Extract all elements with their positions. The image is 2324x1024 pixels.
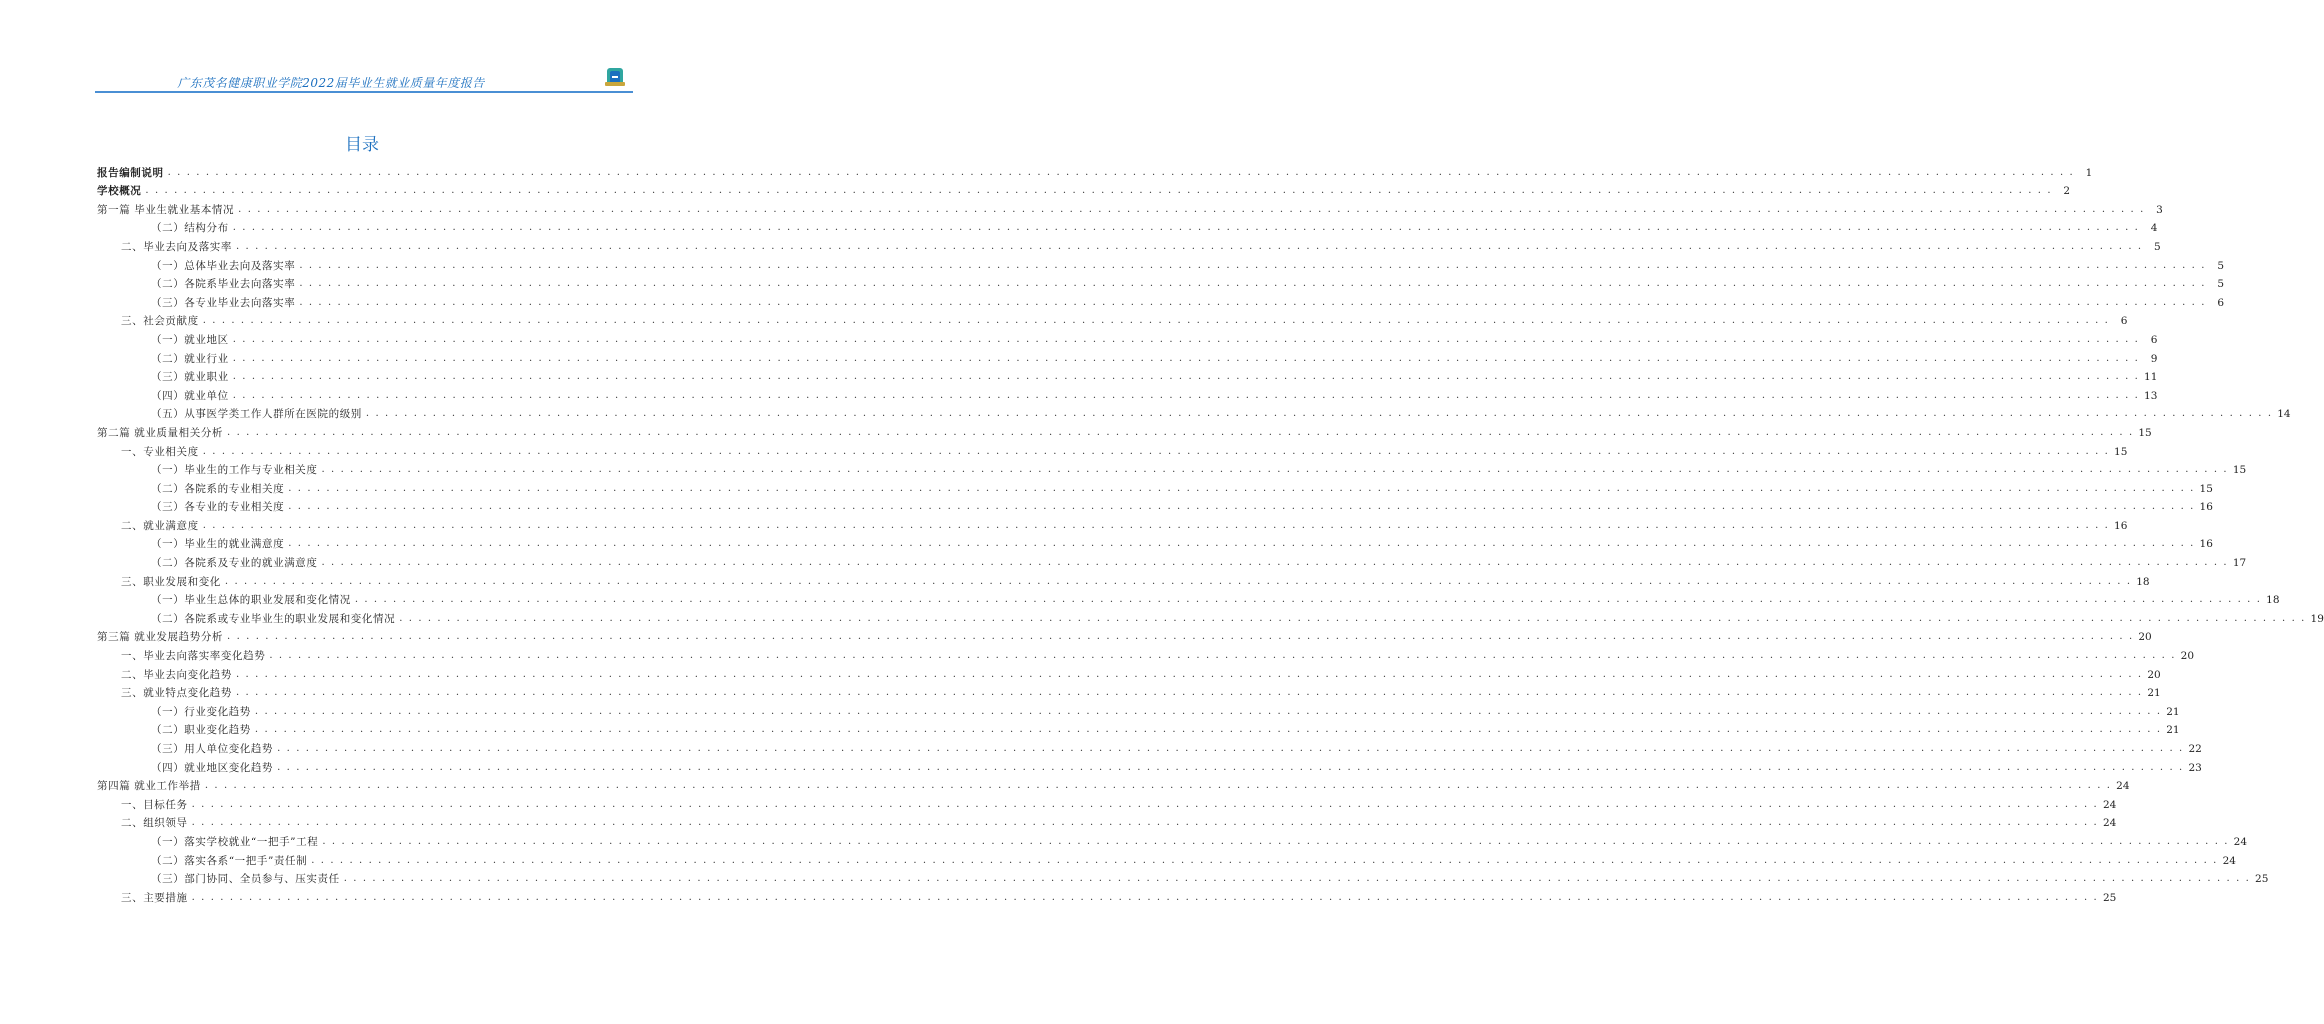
toc-entry-label: 三、就业特点变化趋势: [121, 687, 232, 700]
toc-entry[interactable]: [97, 495, 2213, 514]
toc-entry[interactable]: [97, 774, 2130, 793]
toc-dot-leader: . . . . . . . . . . . . . . . . . . . . . . . . . . . . . . . . . . . . . . . . . . . . . . . . . . . . . . . . . . . . . . . . . . . . . . . . . . . . . . . . . . . . . . . . . . . . . . . . . . . . . . . . . . . . . . . . . . . . . . . . . . . . . . . . . . . . . . . . . . . . . . . . . . . . . . . . . . . . . . . . . . . . . . . . . . . . . . . . . . . . . . . . . . . . . . . . . . . . . . . .: [236, 240, 2143, 252]
toc-entry-page-number: 24: [2102, 798, 2117, 811]
toc-entry-page-number: 24: [2116, 780, 2130, 793]
school-emblem-icon: [604, 66, 626, 88]
toc-entry-label: （二）各院系毕业去向落实率: [151, 278, 296, 291]
toc-dot-leader: . . . . . . . . . . . . . . . . . . . . . . . . . . . . . . . . . . . . . . . . . . . . . . . . . . . . . . . . . . . . . . . . . . . . . . . . . . . . . . . . . . . . . . . . . . . . . . . . . . . . . . . . . . . . . . . . . . . . . . . . . . . . . . . . . . . . . . . . . . . . . . . . . . . . . . . . . . . . . . . . . . . . . . . . . . . . . . . . . . . . . . . . . . . . . . . . . . . . . . . .: [277, 761, 2184, 773]
toc-dot-leader: . . . . . . . . . . . . . . . . . . . . . . . . . . . . . . . . . . . . . . . . . . . . . . . . . . . . . . . . . . . . . . . . . . . . . . . . . . . . . . . . . . . . . . . . . . . . . . . . . . . . . . . . . . . . . . . . . . . . . . . . . . . . . . . . . . . . . . . . . . . . . . . . . . . . . . . . . . . . . . . . . . . . . . . . . . . . . . . . . . . . . . . . . . . . . . . . . . . . . . . .: [254, 724, 2162, 736]
toc-entry-page-number: 6: [2217, 296, 2225, 309]
toc-dot-leader: . . . . . . . . . . . . . . . . . . . . . . . . . . . . . . . . . . . . . . . . . . . . . . . . . . . . . . . . . . . . . . . . . . . . . . . . . . . . . . . . . . . . . . . . . . . . . . . . . . . . . . . . . . . . . . . . . . . . . . . . . . . . . . . . . . . . . . . . . . . . . . . . . . . . . . . . . . . . . . . . . . . . . . . . . . . . . . . . . . . . . . . . . . . . . . . . . . . . . . . .: [321, 464, 2229, 476]
toc-entry-page-number: 5: [2154, 240, 2161, 253]
toc-entry-label: 一、毕业去向落实率变化趋势: [121, 650, 266, 663]
toc-entry-label: 一、专业相关度: [121, 445, 199, 458]
toc-dot-leader: . . . . . . . . . . . . . . . . . . . . . . . . . . . . . . . . . . . . . . . . . . . . . . . . . . . . . . . . . . . . . . . . . . . . . . . . . . . . . . . . . . . . . . . . . . . . . . . . . . . . . . . . . . . . . . . . . . . . . . . . . . . . . . . . . . . . . . . . . . . . . . . . . . . . . . . . . . . . . . . . . . . . . . . . . . . . . . . . . . . . . . . . . . . . . . . . . . . . . . . .: [204, 780, 2112, 792]
toc-entry-label: （一）就业地区: [151, 333, 229, 346]
toc-entry-page-number: 6: [2150, 333, 2158, 346]
toc-entry-label: 二、毕业去向及落实率: [121, 240, 232, 253]
toc-entry-page-number: 20: [2147, 668, 2161, 681]
toc-title: 目录: [345, 135, 379, 155]
toc-entry-label: （二）落实各系“一把手”责任制: [151, 854, 308, 867]
toc-entry[interactable]: [97, 160, 2093, 179]
toc-entry[interactable]: [97, 699, 2180, 718]
toc-entry[interactable]: [97, 792, 2117, 811]
toc-entry-label: （二）结构分布: [151, 222, 229, 235]
toc-entry[interactable]: [97, 588, 2280, 607]
toc-dot-leader: . . . . . . . . . . . . . . . . . . . . . . . . . . . . . . . . . . . . . . . . . . . . . . . . . . . . . . . . . . . . . . . . . . . . . . . . . . . . . . . . . . . . . . . . . . . . . . . . . . . . . . . . . . . . . . . . . . . . . . . . . . . . . . . . . . . . . . . . . . . . . . . . . . . . . . . . . . . . . . . . . . . . . . . . . . . . . . . . . . . . . . . . . . . . . . . . . . . . . . . .: [191, 891, 2099, 903]
toc-entry[interactable]: [97, 458, 2247, 477]
toc-entry-label: （一）毕业生总体的职业发展和变化情况: [151, 594, 351, 607]
toc-entry-page-number: 15: [2232, 464, 2247, 477]
toc-entry-page-number: 17: [2232, 557, 2247, 570]
toc-entry-page-number: 9: [2150, 352, 2158, 365]
toc-dot-leader: . . . . . . . . . . . . . . . . . . . . . . . . . . . . . . . . . . . . . . . . . . . . . . . . . . . . . . . . . . . . . . . . . . . . . . . . . . . . . . . . . . . . . . . . . . . . . . . . . . . . . . . . . . . . . . . . . . . . . . . . . . . . . . . . . . . . . . . . . . . . . . . . . . . . . . . . . . . . . . . . . . . . . . . . . . . . . . . . . . . . . . . . . . . . . . . . . . . . . . . .: [145, 185, 2053, 197]
toc-entry[interactable]: [97, 216, 2158, 235]
toc-dot-leader: . . . . . . . . . . . . . . . . . . . . . . . . . . . . . . . . . . . . . . . . . . . . . . . . . . . . . . . . . . . . . . . . . . . . . . . . . . . . . . . . . . . . . . . . . . . . . . . . . . . . . . . . . . . . . . . . . . . . . . . . . . . . . . . . . . . . . . . . . . . . . . . . . . . . . . . . . . . . . . . . . . . . . . . . . . . . . . . . . . . . . . . . . . . . . . . . . . . . . . . .: [254, 705, 2162, 717]
toc-entry-label: （三）用人单位变化趋势: [151, 743, 274, 755]
toc-entry-label: （一）落实学校就业“一把手”工程: [151, 835, 319, 848]
toc-entry-label: （一）行业变化趋势: [151, 705, 251, 718]
toc-entry[interactable]: [97, 197, 2163, 216]
toc-entry[interactable]: [97, 569, 2150, 588]
toc-dot-leader: . . . . . . . . . . . . . . . . . . . . . . . . . . . . . . . . . . . . . . . . . . . . . . . . . . . . . . . . . . . . . . . . . . . . . . . . . . . . . . . . . . . . . . . . . . . . . . . . . . . . . . . . . . . . . . . . . . . . . . . . . . . . . . . . . . . . . . . . . . . . . . . . . . . . . . . . . . . . . . . . . . . . . . . . . . . . . . . . . . . . . . . . . . . . . . . . . . . . . . . .: [299, 296, 2207, 308]
toc-entry[interactable]: [97, 402, 2291, 421]
toc-entry[interactable]: [97, 848, 2236, 867]
toc-entry-label: （二）各院系及专业的就业满意度: [151, 557, 318, 570]
toc-entry-label: 第一篇 毕业生就业基本情况: [97, 203, 235, 216]
toc-entry[interactable]: [97, 476, 2213, 495]
toc-entry[interactable]: [97, 365, 2158, 384]
toc-entry[interactable]: [97, 253, 2225, 272]
toc-dot-leader: . . . . . . . . . . . . . . . . . . . . . . . . . . . . . . . . . . . . . . . . . . . . . . . . . . . . . . . . . . . . . . . . . . . . . . . . . . . . . . . . . . . . . . . . . . . . . . . . . . . . . . . . . . . . . . . . . . . . . . . . . . . . . . . . . . . . . . . . . . . . . . . . . . . . . . . . . . . . . . . . . . . . . . . . . . . . . . . . . . . . . . . . . . . . . . . . . . . . . . . .: [288, 482, 2195, 494]
toc-entry[interactable]: [97, 309, 2128, 328]
toc-entry[interactable]: [97, 439, 2128, 458]
toc-entry-page-number: 15: [2138, 426, 2152, 439]
toc-entry-label: 三、职业发展和变化: [121, 575, 221, 588]
toc-entry-page-number: 5: [2217, 278, 2225, 291]
toc-entry[interactable]: [97, 606, 2324, 625]
toc-dot-leader: . . . . . . . . . . . . . . . . . . . . . . . . . . . . . . . . . . . . . . . . . . . . . . . . . . . . . . . . . . . . . . . . . . . . . . . . . . . . . . . . . . . . . . . . . . . . . . . . . . . . . . . . . . . . . . . . . . . . . . . . . . . . . . . . . . . . . . . . . . . . . . . . . . . . . . . . . . . . . . . . . . . . . . . . . . . . . . . . . . . . . . . . . . . . . . . . . . . . . . . .: [232, 352, 2140, 364]
toc-dot-leader: . . . . . . . . . . . . . . . . . . . . . . . . . . . . . . . . . . . . . . . . . . . . . . . . . . . . . . . . . . . . . . . . . . . . . . . . . . . . . . . . . . . . . . . . . . . . . . . . . . . . . . . . . . . . . . . . . . . . . . . . . . . . . . . . . . . . . . . . . . . . . . . . . . . . . . . . . . . . . . . . . . . . . . . . . . . . . . . . . . . . . . . . . . . . . . . . . . . . . . . .: [321, 557, 2229, 569]
toc-entry-page-number: 25: [2255, 873, 2269, 886]
toc-entry[interactable]: [97, 885, 2117, 904]
toc-dot-leader: . . . . . . . . . . . . . . . . . . . . . . . . . . . . . . . . . . . . . . . . . . . . . . . . . . . . . . . . . . . . . . . . . . . . . . . . . . . . . . . . . . . . . . . . . . . . . . . . . . . . . . . . . . . . . . . . . . . . . . . . . . . . . . . . . . . . . . . . . . . . . . . . . . . . . . . . . . . . . . . . . . . . . . . . . . . . . . . . . . . . . . . . . . . . . . . . . . . . . . . .: [202, 315, 2110, 327]
toc-entry-page-number: 5: [2217, 259, 2225, 272]
toc-dot-leader: . . . . . . . . . . . . . . . . . . . . . . . . . . . . . . . . . . . . . . . . . . . . . . . . . . . . . . . . . . . . . . . . . . . . . . . . . . . . . . . . . . . . . . . . . . . . . . . . . . . . . . . . . . . . . . . . . . . . . . . . . . . . . . . . . . . . . . . . . . . . . . . . . . . . . . . . . . . . . . . . . . . . . . . . . . . . . . . . . . . . . . . . . . . . . . . . . . . . . . . .: [236, 668, 2143, 680]
toc-dot-leader: . . . . . . . . . . . . . . . . . . . . . . . . . . . . . . . . . . . . . . . . . . . . . . . . . . . . . . . . . . . . . . . . . . . . . . . . . . . . . . . . . . . . . . . . . . . . . . . . . . . . . . . . . . . . . . . . . . . . . . . . . . . . . . . . . . . . . . . . . . . . . . . . . . . . . . . . . . . . . . . . . . . . . . . . . . . . . . . . . . . . . . . . . . . . . . . . . . . . . . . .: [399, 612, 2306, 624]
toc-dot-leader: . . . . . . . . . . . . . . . . . . . . . . . . . . . . . . . . . . . . . . . . . . . . . . . . . . . . . . . . . . . . . . . . . . . . . . . . . . . . . . . . . . . . . . . . . . . . . . . . . . . . . . . . . . . . . . . . . . . . . . . . . . . . . . . . . . . . . . . . . . . . . . . . . . . . . . . . . . . . . . . . . . . . . . . . . . . . . . . . . . . . . . . . . . . . . . . . . . . . . . . .: [167, 166, 2075, 178]
toc-dot-leader: . . . . . . . . . . . . . . . . . . . . . . . . . . . . . . . . . . . . . . . . . . . . . . . . . . . . . . . . . . . . . . . . . . . . . . . . . . . . . . . . . . . . . . . . . . . . . . . . . . . . . . . . . . . . . . . . . . . . . . . . . . . . . . . . . . . . . . . . . . . . . . . . . . . . . . . . . . . . . . . . . . . . . . . . . . . . . . . . . . . . . . . . . . . . . . . . . . . . . . . .: [299, 278, 2207, 290]
toc-dot-leader: . . . . . . . . . . . . . . . . . . . . . . . . . . . . . . . . . . . . . . . . . . . . . . . . . . . . . . . . . . . . . . . . . . . . . . . . . . . . . . . . . . . . . . . . . . . . . . . . . . . . . . . . . . . . . . . . . . . . . . . . . . . . . . . . . . . . . . . . . . . . . . . . . . . . . . . . . . . . . . . . . . . . . . . . . . . . . . . . . . . . . . . . . . . . . . . . . . . . . . . .: [288, 501, 2195, 513]
toc-entry-label: 第四篇 就业工作举措: [97, 780, 201, 793]
toc-entry[interactable]: [97, 755, 2202, 774]
toc-entry-label: 二、毕业去向变化趋势: [121, 668, 232, 681]
toc-entry-page-number: 13: [2144, 389, 2158, 402]
toc-entry[interactable]: [97, 681, 2161, 700]
toc-entry[interactable]: [97, 383, 2158, 402]
toc-entry-label: 二、组织领导: [121, 817, 188, 830]
toc-entry[interactable]: [97, 867, 2269, 886]
toc-entry-label: （二）各院系的专业相关度: [151, 482, 285, 495]
toc-dot-leader: . . . . . . . . . . . . . . . . . . . . . . . . . . . . . . . . . . . . . . . . . . . . . . . . . . . . . . . . . . . . . . . . . . . . . . . . . . . . . . . . . . . . . . . . . . . . . . . . . . . . . . . . . . . . . . . . . . . . . . . . . . . . . . . . . . . . . . . . . . . . . . . . . . . . . . . . . . . . . . . . . . . . . . . . . . . . . . . . . . . . . . . . . . . . . . . . . . . . . . . .: [202, 445, 2110, 457]
toc-entry[interactable]: [97, 718, 2180, 737]
toc-dot-leader: . . . . . . . . . . . . . . . . . . . . . . . . . . . . . . . . . . . . . . . . . . . . . . . . . . . . . . . . . . . . . . . . . . . . . . . . . . . . . . . . . . . . . . . . . . . . . . . . . . . . . . . . . . . . . . . . . . . . . . . . . . . . . . . . . . . . . . . . . . . . . . . . . . . . . . . . . . . . . . . . . . . . . . . . . . . . . . . . . . . . . . . . . . . . . . . . . . . . . . . .: [311, 854, 2218, 866]
toc-entry-label: 一、目标任务: [121, 798, 188, 811]
toc-entry-label: 第二篇 就业质量相关分析: [97, 426, 224, 439]
toc-entry[interactable]: [97, 736, 2202, 755]
toc-entry-page-number: 16: [2199, 501, 2213, 514]
toc-entry-page-number: 18: [2136, 575, 2150, 588]
toc-entry-label: （四）就业地区变化趋势: [151, 761, 274, 774]
toc-dot-leader: . . . . . . . . . . . . . . . . . . . . . . . . . . . . . . . . . . . . . . . . . . . . . . . . . . . . . . . . . . . . . . . . . . . . . . . . . . . . . . . . . . . . . . . . . . . . . . . . . . . . . . . . . . . . . . . . . . . . . . . . . . . . . . . . . . . . . . . . . . . . . . . . . . . . . . . . . . . . . . . . . . . . . . . . . . . . . . . . . . . . . . . . . . . . . . . . . . . . . . . .: [343, 873, 2251, 885]
toc-entry-page-number: 24: [2102, 817, 2117, 830]
toc-dot-leader: . . . . . . . . . . . . . . . . . . . . . . . . . . . . . . . . . . . . . . . . . . . . . . . . . . . . . . . . . . . . . . . . . . . . . . . . . . . . . . . . . . . . . . . . . . . . . . . . . . . . . . . . . . . . . . . . . . . . . . . . . . . . . . . . . . . . . . . . . . . . . . . . . . . . . . . . . . . . . . . . . . . . . . . . . . . . . . . . . . . . . . . . . . . . . . . . . . . . . . . .: [191, 798, 2099, 810]
toc-entry[interactable]: [97, 327, 2158, 346]
toc-entry-page-number: 24: [2233, 835, 2248, 848]
toc-dot-leader: . . . . . . . . . . . . . . . . . . . . . . . . . . . . . . . . . . . . . . . . . . . . . . . . . . . . . . . . . . . . . . . . . . . . . . . . . . . . . . . . . . . . . . . . . . . . . . . . . . . . . . . . . . . . . . . . . . . . . . . . . . . . . . . . . . . . . . . . . . . . . . . . . . . . . . . . . . . . . . . . . . . . . . . . . . . . . . . . . . . . . . . . . . . . . . . . . . . . . . . .: [191, 817, 2099, 829]
toc-entry-label: （二）各院系或专业毕业生的职业发展和变化情况: [151, 612, 396, 625]
toc-entry-label: 二、就业满意度: [121, 519, 199, 532]
toc-entry-page-number: 21: [2166, 705, 2180, 718]
toc-entry-label: （四）就业单位: [151, 389, 229, 402]
toc-entry[interactable]: [97, 234, 2161, 253]
toc-entry[interactable]: [97, 346, 2158, 365]
toc-entry-label: 第三篇 就业发展趋势分析: [97, 631, 224, 644]
toc-entry-label: （二）就业行业: [151, 352, 229, 365]
toc-entry[interactable]: [97, 662, 2161, 681]
toc-entry-page-number: 22: [2188, 743, 2202, 755]
toc-entry-label: （三）各专业毕业去向落实率: [151, 296, 296, 309]
toc-entry-page-number: 14: [2277, 408, 2291, 421]
toc-dot-leader: . . . . . . . . . . . . . . . . . . . . . . . . . . . . . . . . . . . . . . . . . . . . . . . . . . . . . . . . . . . . . . . . . . . . . . . . . . . . . . . . . . . . . . . . . . . . . . . . . . . . . . . . . . . . . . . . . . . . . . . . . . . . . . . . . . . . . . . . . . . . . . . . . . . . . . . . . . . . . . . . . . . . . . . . . . . . . . . . . . . . . . . . . . . . . . . . . . . . . . . .: [232, 222, 2140, 234]
header-divider: [95, 91, 633, 93]
toc-entry[interactable]: [97, 643, 2195, 663]
toc-entry-label: （一）毕业生的工作与专业相关度: [151, 464, 318, 477]
toc-entry-label: 报告编制说明: [97, 166, 164, 179]
toc-dot-leader: . . . . . . . . . . . . . . . . . . . . . . . . . . . . . . . . . . . . . . . . . . . . . . . . . . . . . . . . . . . . . . . . . . . . . . . . . . . . . . . . . . . . . . . . . . . . . . . . . . . . . . . . . . . . . . . . . . . . . . . . . . . . . . . . . . . . . . . . . . . . . . . . . . . . . . . . . . . . . . . . . . . . . . . . . . . . . . . . . . . . . . . . . . . . . . . . . . . . . . . .: [365, 408, 2273, 420]
toc-dot-leader: . . . . . . . . . . . . . . . . . . . . . . . . . . . . . . . . . . . . . . . . . . . . . . . . . . . . . . . . . . . . . . . . . . . . . . . . . . . . . . . . . . . . . . . . . . . . . . . . . . . . . . . . . . . . . . . . . . . . . . . . . . . . . . . . . . . . . . . . . . . . . . . . . . . . . . . . . . . . . . . . . . . . . . . . . . . . . . . . . . . . . . . . . . . . . . . . . . . . . . . .: [227, 631, 2134, 643]
toc-entry-page-number: 1: [2085, 166, 2093, 179]
toc-dot-leader: . . . . . . . . . . . . . . . . . . . . . . . . . . . . . . . . . . . . . . . . . . . . . . . . . . . . . . . . . . . . . . . . . . . . . . . . . . . . . . . . . . . . . . . . . . . . . . . . . . . . . . . . . . . . . . . . . . . . . . . . . . . . . . . . . . . . . . . . . . . . . . . . . . . . . . . . . . . . . . . . . . . . . . . . . . . . . . . . . . . . . . . . . . . . . . . . . . . . . . . .: [232, 371, 2140, 383]
toc-dot-leader: . . . . . . . . . . . . . . . . . . . . . . . . . . . . . . . . . . . . . . . . . . . . . . . . . . . . . . . . . . . . . . . . . . . . . . . . . . . . . . . . . . . . . . . . . . . . . . . . . . . . . . . . . . . . . . . . . . . . . . . . . . . . . . . . . . . . . . . . . . . . . . . . . . . . . . . . . . . . . . . . . . . . . . . . . . . . . . . . . . . . . . . . . . . . . . . . . . . . . . . .: [238, 203, 2145, 215]
toc-dot-leader: . . . . . . . . . . . . . . . . . . . . . . . . . . . . . . . . . . . . . . . . . . . . . . . . . . . . . . . . . . . . . . . . . . . . . . . . . . . . . . . . . . . . . . . . . . . . . . . . . . . . . . . . . . . . . . . . . . . . . . . . . . . . . . . . . . . . . . . . . . . . . . . . . . . . . . . . . . . . . . . . . . . . . . . . . . . . . . . . . . . . . . . . . . . . . . . . . . . . . . . .: [227, 426, 2134, 438]
toc-dot-leader: . . . . . . . . . . . . . . . . . . . . . . . . . . . . . . . . . . . . . . . . . . . . . . . . . . . . . . . . . . . . . . . . . . . . . . . . . . . . . . . . . . . . . . . . . . . . . . . . . . . . . . . . . . . . . . . . . . . . . . . . . . . . . . . . . . . . . . . . . . . . . . . . . . . . . . . . . . . . . . . . . . . . . . . . . . . . . . . . . . . . . . . . . . . . . . . . . . . . . . . .: [299, 259, 2207, 271]
toc-entry[interactable]: [97, 532, 2213, 551]
toc-entry-page-number: 15: [2114, 445, 2128, 458]
toc-dot-leader: . . . . . . . . . . . . . . . . . . . . . . . . . . . . . . . . . . . . . . . . . . . . . . . . . . . . . . . . . . . . . . . . . . . . . . . . . . . . . . . . . . . . . . . . . . . . . . . . . . . . . . . . . . . . . . . . . . . . . . . . . . . . . . . . . . . . . . . . . . . . . . . . . . . . . . . . . . . . . . . . . . . . . . . . . . . . . . . . . . . . . . . . . . . . . . . . . . . . . . . .: [232, 333, 2140, 345]
toc-dot-leader: . . . . . . . . . . . . . . . . . . . . . . . . . . . . . . . . . . . . . . . . . . . . . . . . . . . . . . . . . . . . . . . . . . . . . . . . . . . . . . . . . . . . . . . . . . . . . . . . . . . . . . . . . . . . . . . . . . . . . . . . . . . . . . . . . . . . . . . . . . . . . . . . . . . . . . . . . . . . . . . . . . . . . . . . . . . . . . . . . . . . . . . . . . . . . . . . . . . . . . . .: [202, 519, 2110, 531]
toc-entry-page-number: 21: [2147, 687, 2161, 700]
toc-entry-page-number: 20: [2138, 631, 2152, 644]
toc-dot-leader: . . . . . . . . . . . . . . . . . . . . . . . . . . . . . . . . . . . . . . . . . . . . . . . . . . . . . . . . . . . . . . . . . . . . . . . . . . . . . . . . . . . . . . . . . . . . . . . . . . . . . . . . . . . . . . . . . . . . . . . . . . . . . . . . . . . . . . . . . . . . . . . . . . . . . . . . . . . . . . . . . . . . . . . . . . . . . . . . . . . . . . . . . . . . . . . . . . . . . . . .: [322, 835, 2230, 847]
toc-entry-label: （一）总体毕业去向及落实率: [151, 259, 296, 272]
toc-entry-page-number: 16: [2199, 538, 2213, 551]
toc-dot-leader: . . . . . . . . . . . . . . . . . . . . . . . . . . . . . . . . . . . . . . . . . . . . . . . . . . . . . . . . . . . . . . . . . . . . . . . . . . . . . . . . . . . . . . . . . . . . . . . . . . . . . . . . . . . . . . . . . . . . . . . . . . . . . . . . . . . . . . . . . . . . . . . . . . . . . . . . . . . . . . . . . . . . . . . . . . . . . . . . . . . . . . . . . . . . . . . . . . . . . . . .: [288, 538, 2195, 550]
toc-entry[interactable]: [97, 290, 2225, 309]
toc-dot-leader: . . . . . . . . . . . . . . . . . . . . . . . . . . . . . . . . . . . . . . . . . . . . . . . . . . . . . . . . . . . . . . . . . . . . . . . . . . . . . . . . . . . . . . . . . . . . . . . . . . . . . . . . . . . . . . . . . . . . . . . . . . . . . . . . . . . . . . . . . . . . . . . . . . . . . . . . . . . . . . . . . . . . . . . . . . . . . . . . . . . . . . . . . . . . . . . . . . . . . . . .: [277, 743, 2184, 754]
toc-entry-label: （三）就业职业: [151, 371, 229, 384]
toc-entry-page-number: 19: [2310, 612, 2324, 625]
toc-dot-leader: . . . . . . . . . . . . . . . . . . . . . . . . . . . . . . . . . . . . . . . . . . . . . . . . . . . . . . . . . . . . . . . . . . . . . . . . . . . . . . . . . . . . . . . . . . . . . . . . . . . . . . . . . . . . . . . . . . . . . . . . . . . . . . . . . . . . . . . . . . . . . . . . . . . . . . . . . . . . . . . . . . . . . . . . . . . . . . . . . . . . . . . . . . . . . . . . . . . . . . . .: [232, 389, 2140, 401]
toc-entry-page-number: 15: [2199, 482, 2213, 495]
toc-dot-leader: . . . . . . . . . . . . . . . . . . . . . . . . . . . . . . . . . . . . . . . . . . . . . . . . . . . . . . . . . . . . . . . . . . . . . . . . . . . . . . . . . . . . . . . . . . . . . . . . . . . . . . . . . . . . . . . . . . . . . . . . . . . . . . . . . . . . . . . . . . . . . . . . . . . . . . . . . . . . . . . . . . . . . . . . . . . . . . . . . . . . . . . . . . . . . . . . . . . . . . . .: [354, 594, 2262, 606]
toc-entry-page-number: 18: [2266, 594, 2280, 607]
toc-entry-label: （三）各专业的专业相关度: [151, 501, 285, 514]
report-header-title: 广东茂名健康职业学院2022届毕业生就业质量年度报告: [177, 76, 485, 90]
toc-entry-page-number: 4: [2150, 222, 2158, 235]
toc-entry-page-number: 16: [2114, 519, 2128, 532]
toc-entry-page-number: 21: [2166, 724, 2180, 737]
toc-dot-leader: . . . . . . . . . . . . . . . . . . . . . . . . . . . . . . . . . . . . . . . . . . . . . . . . . . . . . . . . . . . . . . . . . . . . . . . . . . . . . . . . . . . . . . . . . . . . . . . . . . . . . . . . . . . . . . . . . . . . . . . . . . . . . . . . . . . . . . . . . . . . . . . . . . . . . . . . . . . . . . . . . . . . . . . . . . . . . . . . . . . . . . . . . . . . . . . . . . . . . . . .: [224, 575, 2132, 587]
toc-entry-page-number: 25: [2102, 891, 2117, 904]
toc-entry[interactable]: [97, 179, 2071, 198]
toc-entry[interactable]: [97, 272, 2225, 291]
toc-entry[interactable]: [97, 829, 2248, 848]
table-of-contents: [97, 160, 2324, 904]
toc-entry-page-number: 6: [2120, 315, 2128, 328]
toc-entry-label: 三、社会贡献度: [121, 315, 199, 328]
toc-dot-leader: . . . . . . . . . . . . . . . . . . . . . . . . . . . . . . . . . . . . . . . . . . . . . . . . . . . . . . . . . . . . . . . . . . . . . . . . . . . . . . . . . . . . . . . . . . . . . . . . . . . . . . . . . . . . . . . . . . . . . . . . . . . . . . . . . . . . . . . . . . . . . . . . . . . . . . . . . . . . . . . . . . . . . . . . . . . . . . . . . . . . . . . . . . . . . . . . . . . . . . . .: [236, 687, 2143, 699]
toc-entry-label: （三）部门协同、全员参与、压实责任: [151, 873, 340, 886]
toc-entry-label: （一）毕业生的就业满意度: [151, 538, 285, 551]
toc-entry-label: （五）从事医学类工作人群所在医院的级别: [151, 408, 362, 421]
toc-entry[interactable]: [97, 811, 2117, 830]
toc-entry-label: 学校概况: [97, 185, 142, 198]
toc-entry[interactable]: [97, 513, 2128, 532]
toc-entry[interactable]: [97, 420, 2152, 439]
toc-entry-label: （二）职业变化趋势: [151, 724, 251, 737]
toc-dot-leader: . . . . . . . . . . . . . . . . . . . . . . . . . . . . . . . . . . . . . . . . . . . . . . . . . . . . . . . . . . . . . . . . . . . . . . . . . . . . . . . . . . . . . . . . . . . . . . . . . . . . . . . . . . . . . . . . . . . . . . . . . . . . . . . . . . . . . . . . . . . . . . . . . . . . . . . . . . . . . . . . . . . . . . . . . . . . . . . . . . . . . . . . . . . . . . . . . . . . . . . .: [269, 650, 2177, 662]
toc-entry-page-number: 24: [2222, 854, 2236, 867]
toc-entry-label: 三、主要措施: [121, 891, 188, 904]
toc-entry-page-number: 23: [2188, 761, 2202, 774]
toc-entry-page-number: 20: [2180, 650, 2195, 663]
toc-entry-page-number: 11: [2144, 371, 2158, 384]
toc-entry[interactable]: [97, 625, 2152, 644]
toc-entry[interactable]: [97, 550, 2247, 570]
toc-entry-page-number: 2: [2063, 185, 2071, 198]
toc-entry-page-number: 3: [2156, 203, 2163, 216]
